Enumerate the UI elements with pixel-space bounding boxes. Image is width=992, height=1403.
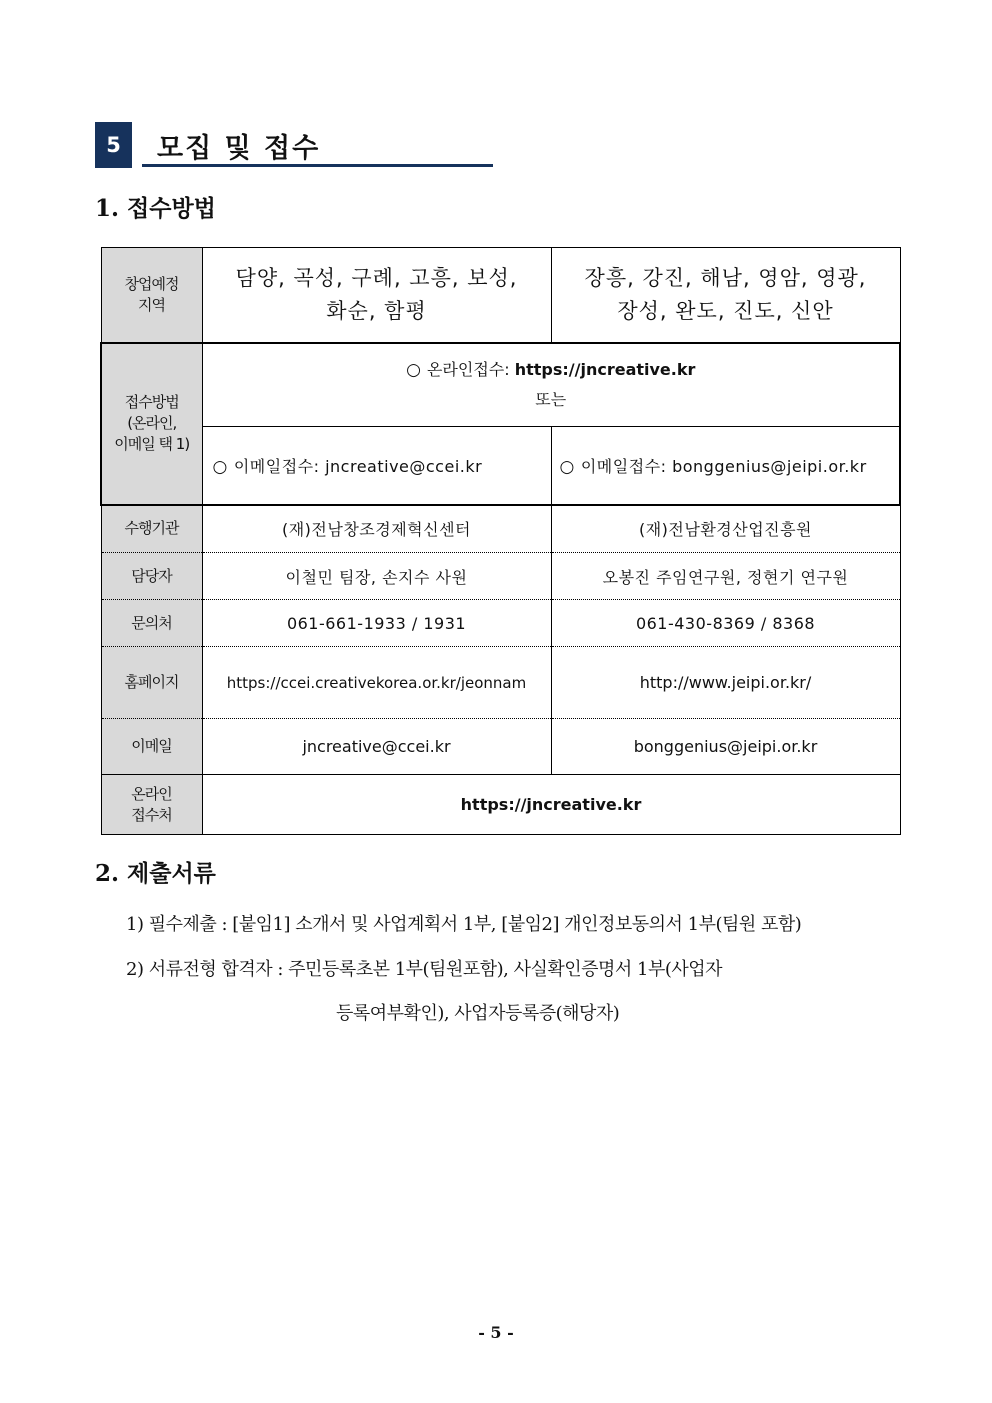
email-label: 이메일 [101, 719, 202, 775]
manager-left: 이철민 팀장, 손지수 사원 [202, 553, 551, 600]
document-item-2: 2) 서류전형 합격자 : 주민등록초본 1부(팀원포함), 사실확인증명서 1부(사업자 [126, 959, 723, 980]
region-left: 담양, 곡성, 구례, 고흥, 보성, 화순, 함평 [202, 248, 551, 343]
email-application-left: ○ 이메일접수: jncreative@ccei.kr [202, 427, 551, 505]
page-number: - 5 - [478, 1323, 514, 1342]
online-label: 온라인 접수처 [101, 775, 202, 835]
or-text: 또는 [535, 390, 567, 410]
circle-bullet-icon: ○ [212, 456, 228, 477]
online-site-url[interactable]: https://jncreative.kr [202, 775, 900, 835]
section-header [95, 122, 495, 170]
email-right[interactable]: bonggenius@jeipi.or.kr [551, 719, 900, 775]
org-left: (재)전남창조경제혁신센터 [202, 505, 551, 553]
manager-label: 담당자 [101, 553, 202, 600]
subheading-documents: 2. 제출서류 [95, 860, 216, 887]
homepage-left[interactable]: https://ccei.creativekorea.or.kr/jeonnam [202, 647, 551, 719]
document-item-1: 1) 필수제출 : [붙임1] 소개서 및 사업계획서 1부, [붙임2] 개인정보동의서 1부(팀원 포함) [126, 914, 802, 935]
org-label: 수행기관 [101, 505, 202, 553]
contact-left: 061-661-1933 / 1931 [202, 600, 551, 647]
contact-label: 문의처 [101, 600, 202, 647]
method-label: 접수방법 (온라인, 이메일 택 1) [101, 343, 202, 505]
application-info-table [100, 247, 901, 835]
subheading-application-method: 1. 접수방법 [95, 195, 216, 222]
online-application: ○ 온라인접수: https://jncreative.kr 또는 [202, 343, 900, 427]
section-underline [142, 164, 493, 167]
circle-bullet-icon: ○ [406, 360, 421, 381]
region-right: 장흥, 강진, 해남, 영암, 영광, 장성, 완도, 진도, 신안 [551, 248, 900, 343]
document-item-2-continued: 등록여부확인), 사업자등록증(해당자) [336, 1003, 620, 1024]
homepage-label: 홈페이지 [101, 647, 202, 719]
manager-right: 오봉진 주임연구원, 정현기 연구원 [551, 553, 900, 600]
email-application-right: ○ 이메일접수: bonggenius@jeipi.or.kr [551, 427, 900, 505]
contact-right: 061-430-8369 / 8368 [551, 600, 900, 647]
homepage-right[interactable]: http://www.jeipi.or.kr/ [551, 647, 900, 719]
section-number: 5 [95, 122, 132, 168]
region-label: 창업예정 지역 [101, 248, 202, 343]
email-left[interactable]: jncreative@ccei.kr [202, 719, 551, 775]
org-right: (재)전남환경산업진흥원 [551, 505, 900, 553]
section-title: 모집 및 접수 [157, 133, 321, 164]
online-url[interactable]: https://jncreative.kr [514, 360, 696, 380]
circle-bullet-icon: ○ [559, 456, 575, 477]
